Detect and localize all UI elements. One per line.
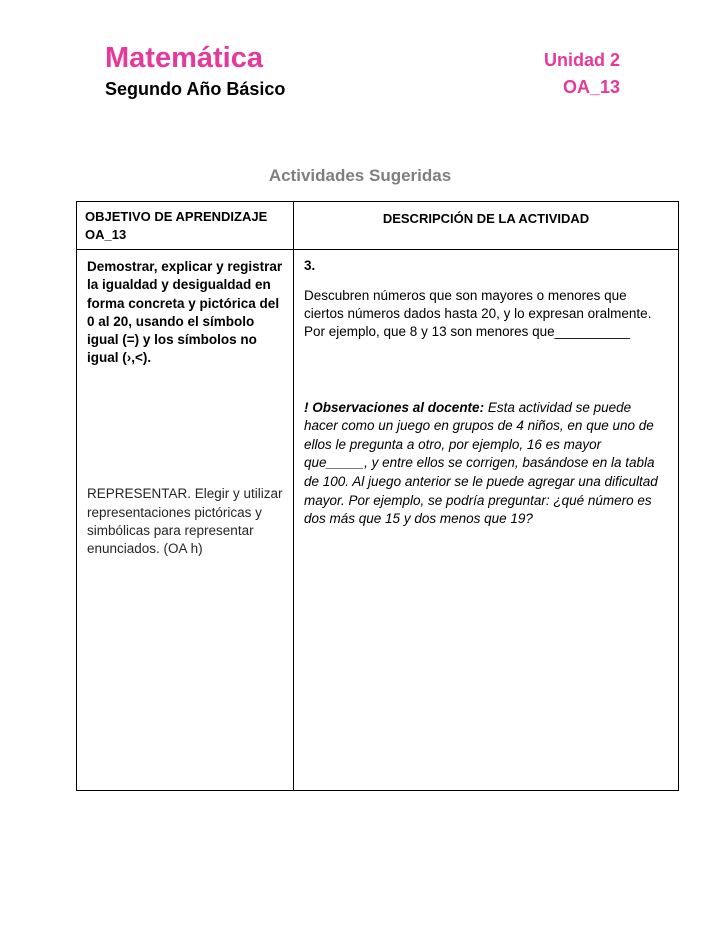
observations-text: Esta actividad se puede hacer como un juego en grupos de 4 niños, en que uno de ellos le pregunta a otro, por ejemplo, 16 es mayor que_____, y entre ellos se corrigen, basándose en la tabla de 100. Al juego anterior se le puede agregar una dificultad mayor. Por ejemplo, se podría preguntar: ¿qué número es dos más que 15 y dos menos que 19? (304, 399, 658, 527)
activity-text: Descubren números que son mayores o menores que ciertos números dados hasta 20, y lo expresan oralmente. Por ejemplo, que 8 y 13 son menores que__________ (304, 288, 652, 339)
header-right (544, 42, 620, 98)
column-header-objective: OBJETIVO DE APRENDIZAJE OA_13 (77, 202, 294, 250)
objective-main-text: Demostrar, explicar y registrar la igualdad y desigualdad en forma concreta y pictórica del 0 al 20, usando el símbolo igual (=) y los símbolos no igual (›,<). (87, 259, 283, 366)
description-cell (294, 250, 679, 791)
observations-label: ! Observaciones al docente: (304, 399, 488, 415)
section-title: Actividades Sugeridas (268, 166, 452, 185)
observations-paragraph (304, 399, 668, 529)
table-body-row (77, 250, 679, 791)
unit-label: Unidad 2 (543, 50, 620, 70)
grade-subtitle: Segundo Año Básico (105, 79, 286, 100)
table-header-row (77, 202, 679, 250)
objective-cell (77, 250, 294, 791)
subject-title: Matemática (105, 42, 263, 74)
column-header-description: DESCRIPCIÓN DE LA ACTIVIDAD (294, 202, 679, 250)
oa-code-label: OA_13 (562, 77, 620, 97)
activities-table (76, 201, 679, 791)
objective-skill-text: REPRESENTAR. Elegir y utilizar representaciones pictóricas y simbólicas para representar enunciados. (OA h) (87, 486, 283, 557)
header-left (105, 42, 285, 100)
document-header (105, 42, 620, 100)
activity-number: 3. (304, 258, 316, 274)
